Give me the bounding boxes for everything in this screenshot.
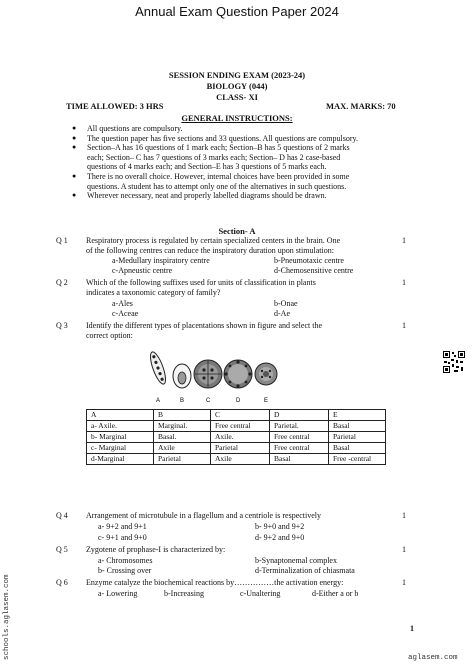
figure-label-a: A bbox=[156, 398, 161, 404]
table-cell: Basal bbox=[329, 421, 386, 432]
time-allowed: TIME ALLOWED: 3 HRS bbox=[66, 101, 164, 111]
table-header-cell: E bbox=[329, 410, 386, 421]
figure-label-c: C bbox=[206, 398, 211, 404]
figure-b-basal bbox=[173, 364, 191, 388]
table-cell: Free central bbox=[270, 443, 329, 454]
figure-a-marginal bbox=[148, 350, 169, 385]
figure-d-parietal bbox=[224, 360, 252, 388]
table-header-cell: B bbox=[154, 410, 211, 421]
table-cell: Free central bbox=[211, 421, 270, 432]
q5-text: Zygotene of prophase-I is characterized by: bbox=[86, 545, 226, 554]
table-row bbox=[87, 443, 386, 454]
page-title: Annual Exam Question Paper 2024 bbox=[135, 4, 339, 19]
table-row bbox=[87, 432, 386, 443]
table-cell: c- Marginal bbox=[87, 443, 154, 454]
q2-option-b: b-Onae bbox=[274, 299, 298, 308]
q5-option-c: b- Crossing over bbox=[98, 566, 152, 575]
instruction-item: questions of 4 marks each; and Section–E has 3 questions of 5 marks each. bbox=[87, 162, 327, 172]
class-title: CLASS- XI bbox=[216, 92, 258, 102]
table-cell: Axile bbox=[154, 443, 211, 454]
table-header-cell: D bbox=[270, 410, 329, 421]
instruction-item: ● Section–A has 16 questions of 1 mark each; Section–B has 5 questions of 2 marks bbox=[72, 143, 412, 153]
qr-code-icon bbox=[442, 350, 466, 374]
table-cell: Free -central bbox=[329, 454, 386, 465]
instructions-list bbox=[72, 124, 412, 201]
table-cell: b- Marginal bbox=[87, 432, 154, 443]
q4-text: Arrangement of microtubule in a flagellum and a centriole is respectively bbox=[86, 511, 322, 520]
table-row bbox=[87, 421, 386, 432]
q1-option-a: a-Medullary inspiratory centre bbox=[112, 256, 210, 265]
q1-option-c: c-Apneustic centre bbox=[112, 266, 173, 275]
table-cell: Parietal bbox=[154, 454, 211, 465]
placentation-options-table bbox=[86, 409, 386, 465]
q6-option-a: a- Lowering bbox=[98, 589, 138, 598]
table-cell: Axile. bbox=[211, 432, 270, 443]
table-cell: Basal bbox=[329, 443, 386, 454]
q4-option-a: a- 9+2 and 9+1 bbox=[98, 522, 147, 531]
section-heading: Section- A bbox=[218, 226, 256, 236]
q2-marks: 1 bbox=[402, 278, 406, 287]
table-cell: a- Axile. bbox=[87, 421, 154, 432]
instruction-item: ● There is no overall choice. However, internal choices have been provided in some bbox=[72, 172, 412, 182]
table-cell: Parietal bbox=[211, 443, 270, 454]
q4-option-b: b- 9+0 and 9+2 bbox=[255, 522, 305, 531]
figure-label-e: E bbox=[264, 398, 269, 404]
q2-option-a: a-Ales bbox=[112, 299, 133, 308]
q2-number: Q 2 bbox=[56, 278, 68, 287]
q5-option-d: d-Terminalization of chiasmata bbox=[255, 566, 355, 575]
q5-option-a: a- Chromosomes bbox=[98, 556, 153, 565]
figure-c-axile bbox=[194, 360, 222, 388]
q6-option-c: c-Unaltering bbox=[240, 589, 281, 598]
instruction-item: ● The question paper has five sections and 33 questions. All questions are compulsory. bbox=[72, 134, 412, 144]
q6-option-b: b-Increasing bbox=[164, 589, 204, 598]
q4-option-d: d- 9+2 and 9+0 bbox=[255, 533, 305, 542]
table-cell: Free central bbox=[270, 432, 329, 443]
table-header-cell: A bbox=[87, 410, 154, 421]
figure-label-d: D bbox=[236, 398, 241, 404]
q3-marks: 1 bbox=[402, 321, 406, 330]
table-cell: Parietal. bbox=[270, 421, 329, 432]
instruction-item: each; Section– C has 7 questions of 3 marks each; Section– D has 2 case-based bbox=[87, 152, 341, 162]
instructions-title: GENERAL INSTRUCTIONS: bbox=[181, 113, 293, 123]
table-cell: Basal bbox=[270, 454, 329, 465]
instruction-item: ● Wherever necessary, neat and properly labelled diagrams should be drawn. bbox=[72, 191, 412, 201]
q5-option-b: b-Synaptonemal complex bbox=[255, 556, 337, 565]
exam-title: SESSION ENDING EXAM (2023-24) bbox=[168, 70, 306, 80]
table-header-row bbox=[87, 410, 386, 421]
q2-text: Which of the following suffixes used for units of classification in plants indicates a taxonomic category of family? bbox=[86, 278, 316, 297]
subject-title: BIOLOGY (044) bbox=[206, 81, 268, 91]
q1-marks: 1 bbox=[402, 236, 406, 245]
q6-number: Q 6 bbox=[56, 578, 68, 587]
footer-watermark: aglasem.com bbox=[408, 654, 458, 662]
q1-option-b: b-Pneumotaxic centre bbox=[274, 256, 344, 265]
q2-option-c: c-Aceae bbox=[112, 309, 139, 318]
q6-text: Enzyme catalyze the biochemical reactions by……………the activation energy: bbox=[86, 578, 344, 587]
q6-option-d: d-Either a or b bbox=[312, 589, 359, 598]
q1-number: Q 1 bbox=[56, 236, 68, 245]
q2-option-d: d-Ae bbox=[274, 309, 290, 318]
table-cell: Axile bbox=[211, 454, 270, 465]
table-cell: d-Marginal bbox=[87, 454, 154, 465]
q4-marks: 1 bbox=[402, 511, 406, 520]
q5-marks: 1 bbox=[402, 545, 406, 554]
q6-marks: 1 bbox=[402, 578, 406, 587]
q1-option-d: d-Chemosensitive centre bbox=[274, 266, 354, 275]
table-row bbox=[87, 454, 386, 465]
placentation-figure bbox=[148, 346, 278, 406]
instruction-item: ● All questions are compulsory. bbox=[72, 124, 412, 134]
table-header-cell: C bbox=[211, 410, 270, 421]
q3-text: Identify the different types of placentations shown in figure and select the correct option: bbox=[86, 321, 322, 340]
figure-e-free-central bbox=[255, 363, 277, 385]
side-watermark: schools.aglasem.com bbox=[3, 574, 11, 660]
page-number: 1 bbox=[410, 624, 414, 633]
table-cell: Parietal bbox=[329, 432, 386, 443]
q4-number: Q 4 bbox=[56, 511, 68, 520]
q5-number: Q 5 bbox=[56, 545, 68, 554]
q1-text: Respiratory process is regulated by certain specialized centers in the brain. One of the following centres can reduce the inspiratory duration upon stimulation: bbox=[86, 236, 341, 255]
figure-label-b: B bbox=[180, 398, 185, 404]
q4-option-c: c- 9+1 and 9+0 bbox=[98, 533, 147, 542]
max-marks: MAX. MARKS: 70 bbox=[326, 101, 396, 111]
instruction-item: questions. A student has to attempt only one of the alternatives in such questions. bbox=[87, 181, 347, 191]
table-cell: Basal. bbox=[154, 432, 211, 443]
q3-number: Q 3 bbox=[56, 321, 68, 330]
table-cell: Marginal. bbox=[154, 421, 211, 432]
